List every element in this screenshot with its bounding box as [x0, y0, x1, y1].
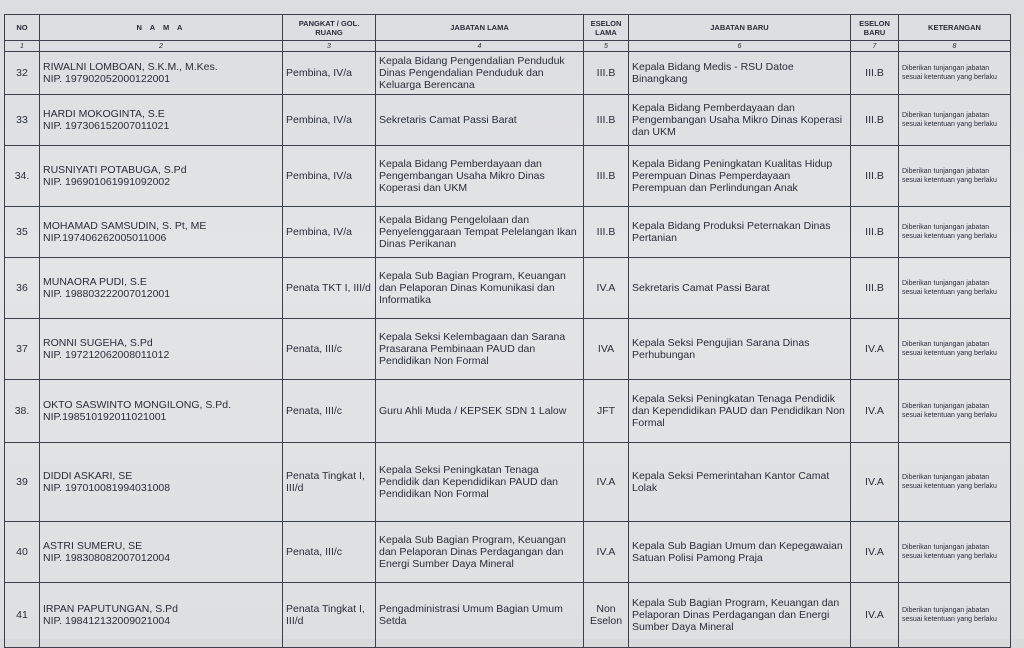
employee-nip: NIP. 197306152007011021	[43, 120, 170, 132]
header-no: NO	[5, 15, 40, 41]
jabatan-lama-cell: Kepala Seksi Kelembagaan dan Sarana Prasarana Pembinaan PAUD dan Pendidikan Non Formal	[376, 319, 584, 380]
eselon-lama-cell: JFT	[584, 380, 629, 443]
employee-nip: NIP. 198412132009021004	[43, 615, 171, 627]
column-number: 8	[899, 41, 1011, 52]
row-number: 39	[5, 443, 40, 522]
jabatan-lama-cell: Kepala Seksi Peningkatan Tenaga Pendidik dan Kependidikan PAUD dan Pendidikan Non Formal	[376, 443, 584, 522]
jabatan-baru-cell: Kepala Bidang Pemberdayaan dan Pengembangan Usaha Mikro Dinas Koperasi dan UKM	[629, 95, 851, 146]
header-jabatan-baru: JABATAN BARU	[629, 15, 851, 41]
row-number: 38.	[5, 380, 40, 443]
employee-name: OKTO SASWINTO MONGILONG, S.Pd.	[43, 399, 232, 411]
eselon-lama-cell: III.B	[584, 52, 629, 95]
name-cell	[40, 380, 283, 443]
employee-nip: NIP. 197902052000122001	[43, 73, 171, 85]
employee-name: HARDI MOKOGINTA, S.E	[43, 108, 165, 120]
name-cell	[40, 583, 283, 648]
eselon-lama-cell: Non Eselon	[584, 583, 629, 648]
row-number: 37	[5, 319, 40, 380]
pangkat-cell: Pembina, IV/a	[283, 207, 376, 258]
keterangan-cell: Diberikan tunjangan jabatan sesuai ketentuan yang berlaku	[899, 319, 1011, 380]
row-number: 40	[5, 522, 40, 583]
keterangan-cell: Diberikan tunjangan jabatan sesuai ketentuan yang berlaku	[899, 207, 1011, 258]
name-cell	[40, 319, 283, 380]
employee-nip: NIP.198510192011021001	[43, 411, 167, 423]
eselon-baru-cell: III.B	[851, 52, 899, 95]
employee-nip: NIP. 198803222007012001	[43, 288, 171, 300]
jabatan-baru-cell: Kepala Seksi Pemerintahan Kantor Camat Lolak	[629, 443, 851, 522]
pangkat-cell: Penata Tingkat I, III/d	[283, 443, 376, 522]
jabatan-baru-cell: Kepala Bidang Peningkatan Kualitas Hidup Perempuan Dinas Pemperdayaan Perempuan dan Perlindungan Anak	[629, 146, 851, 207]
pangkat-cell: Pembina, IV/a	[283, 95, 376, 146]
column-number: 4	[376, 41, 584, 52]
eselon-baru-cell: IV.A	[851, 522, 899, 583]
jabatan-baru-cell: Sekretaris Camat Passi Barat	[629, 258, 851, 319]
row-number: 36	[5, 258, 40, 319]
table-row	[5, 380, 1011, 443]
pangkat-cell: Penata, III/c	[283, 380, 376, 443]
name-cell	[40, 52, 283, 95]
employee-name: RIWALNI LOMBOAN, S.K.M., M.Kes.	[43, 61, 218, 73]
jabatan-baru-cell: Kepala Sub Bagian Program, Keuangan dan Pelaporan Dinas Perdagangan dan Energi Sumber Daya Mineral	[629, 583, 851, 648]
jabatan-lama-cell: Kepala Sub Bagian Program, Keuangan dan Pelaporan Dinas Perdagangan dan Energi Sumber Daya Mineral	[376, 522, 584, 583]
keterangan-cell: Diberikan tunjangan jabatan sesuai ketentuan yang berlaku	[899, 522, 1011, 583]
employee-nip: NIP.197406262005011006	[43, 232, 167, 244]
eselon-baru-cell: IV.A	[851, 583, 899, 648]
eselon-baru-cell: III.B	[851, 258, 899, 319]
pangkat-cell: Penata, III/c	[283, 319, 376, 380]
table-row	[5, 319, 1011, 380]
name-cell	[40, 95, 283, 146]
keterangan-cell: Diberikan tunjangan jabatan sesuai ketentuan yang berlaku	[899, 583, 1011, 648]
employee-nip: NIP. 197010081994031008	[43, 482, 171, 494]
jabatan-lama-cell: Kepala Bidang Pengelolaan dan Penyelenggaraan Tempat Pelelangan Ikan Dinas Perikanan	[376, 207, 584, 258]
keterangan-cell: Diberikan tunjangan jabatan sesuai ketentuan yang berlaku	[899, 95, 1011, 146]
column-number: 1	[5, 41, 40, 52]
header-eselon-lama: ESELON LAMA	[584, 15, 629, 41]
eselon-lama-cell: III.B	[584, 207, 629, 258]
table-row	[5, 443, 1011, 522]
header-nama: N A M A	[40, 15, 283, 41]
header-jabatan-lama: JABATAN LAMA	[376, 15, 584, 41]
jabatan-lama-cell: Pengadministrasi Umum Bagian Umum Setda	[376, 583, 584, 648]
header-row	[5, 15, 1011, 41]
jabatan-baru-cell: Kepala Bidang Medis - RSU Datoe Binangkang	[629, 52, 851, 95]
keterangan-cell: Diberikan tunjangan jabatan sesuai ketentuan yang berlaku	[899, 52, 1011, 95]
pangkat-cell: Pembina, IV/a	[283, 146, 376, 207]
row-number: 41	[5, 583, 40, 648]
jabatan-baru-cell: Kepala Bidang Produksi Peternakan Dinas Pertanian	[629, 207, 851, 258]
column-number-row	[5, 41, 1011, 52]
keterangan-cell: Diberikan tunjangan jabatan sesuai ketentuan yang berlaku	[899, 443, 1011, 522]
employee-name: RONNI SUGEHA, S.Pd	[43, 337, 153, 349]
jabatan-baru-cell: Kepala Sub Bagian Umum dan Kepegawaian Satuan Polisi Pamong Praja	[629, 522, 851, 583]
pangkat-cell: Penata Tingkat I, III/d	[283, 583, 376, 648]
column-number: 5	[584, 41, 629, 52]
column-number: 3	[283, 41, 376, 52]
eselon-baru-cell: III.B	[851, 95, 899, 146]
column-number: 6	[629, 41, 851, 52]
employee-name: ASTRI SUMERU, SE	[43, 540, 143, 552]
column-number: 2	[40, 41, 283, 52]
pangkat-cell: Penata, III/c	[283, 522, 376, 583]
eselon-baru-cell: III.B	[851, 207, 899, 258]
employee-name: RUSNIYATI POTABUGA, S.Pd	[43, 164, 187, 176]
jabatan-lama-cell: Guru Ahli Muda / KEPSEK SDN 1 Lalow	[376, 380, 584, 443]
table-row	[5, 583, 1011, 648]
table-row	[5, 146, 1011, 207]
employee-nip: NIP. 198308082007012004	[43, 552, 171, 564]
header-eselon-baru: ESELON BARU	[851, 15, 899, 41]
table-row	[5, 95, 1011, 146]
pangkat-cell: Penata TKT I, III/d	[283, 258, 376, 319]
jabatan-baru-cell: Kepala Seksi Peningkatan Tenaga Pendidik dan Kependidikan PAUD dan Pendidikan Non Formal	[629, 380, 851, 443]
employee-name: MUNAORA PUDI, S.E	[43, 276, 147, 288]
eselon-lama-cell: III.B	[584, 95, 629, 146]
table-row	[5, 258, 1011, 319]
employee-nip: NIP. 196901061991092002	[43, 176, 171, 188]
header-pangkat: PANGKAT / GOL. RUANG	[283, 15, 376, 41]
row-number: 35	[5, 207, 40, 258]
eselon-baru-cell: IV.A	[851, 319, 899, 380]
jabatan-lama-cell: Kepala Bidang Pemberdayaan dan Pengembangan Usaha Mikro Dinas Koperasi dan UKM	[376, 146, 584, 207]
keterangan-cell: Diberikan tunjangan jabatan sesuai ketentuan yang berlaku	[899, 146, 1011, 207]
personnel-table	[4, 14, 1011, 648]
row-number: 33	[5, 95, 40, 146]
header-keterangan: KETERANGAN	[899, 15, 1011, 41]
eselon-lama-cell: IV.A	[584, 522, 629, 583]
eselon-lama-cell: IVA	[584, 319, 629, 380]
jabatan-baru-cell: Kepala Seksi Pengujian Sarana Dinas Perhubungan	[629, 319, 851, 380]
employee-name: MOHAMAD SAMSUDIN, S. Pt, ME	[43, 220, 207, 232]
jabatan-lama-cell: Sekretaris Camat Passi Barat	[376, 95, 584, 146]
jabatan-lama-cell: Kepala Bidang Pengendalian Penduduk Dinas Pengendalian Penduduk dan Keluarga Berencana	[376, 52, 584, 95]
employee-name: DIDDI ASKARI, SE	[43, 470, 133, 482]
jabatan-lama-cell: Kepala Sub Bagian Program, Keuangan dan Pelaporan Dinas Komunikasi dan Informatika	[376, 258, 584, 319]
eselon-lama-cell: IV.A	[584, 258, 629, 319]
name-cell	[40, 258, 283, 319]
keterangan-cell: Diberikan tunjangan jabatan sesuai ketentuan yang berlaku	[899, 380, 1011, 443]
eselon-baru-cell: III.B	[851, 146, 899, 207]
eselon-baru-cell: IV.A	[851, 380, 899, 443]
eselon-lama-cell: III.B	[584, 146, 629, 207]
table-row	[5, 522, 1011, 583]
eselon-baru-cell: IV.A	[851, 443, 899, 522]
keterangan-cell: Diberikan tunjangan jabatan sesuai ketentuan yang berlaku	[899, 258, 1011, 319]
table-row	[5, 52, 1011, 95]
row-number: 34.	[5, 146, 40, 207]
employee-name: IRPAN PAPUTUNGAN, S.Pd	[43, 603, 178, 615]
column-number: 7	[851, 41, 899, 52]
eselon-lama-cell: IV.A	[584, 443, 629, 522]
name-cell	[40, 207, 283, 258]
name-cell	[40, 522, 283, 583]
employee-nip: NIP. 197212062008011012	[43, 349, 170, 361]
name-cell	[40, 443, 283, 522]
row-number: 32	[5, 52, 40, 95]
table-row	[5, 207, 1011, 258]
pangkat-cell: Pembina, IV/a	[283, 52, 376, 95]
name-cell	[40, 146, 283, 207]
